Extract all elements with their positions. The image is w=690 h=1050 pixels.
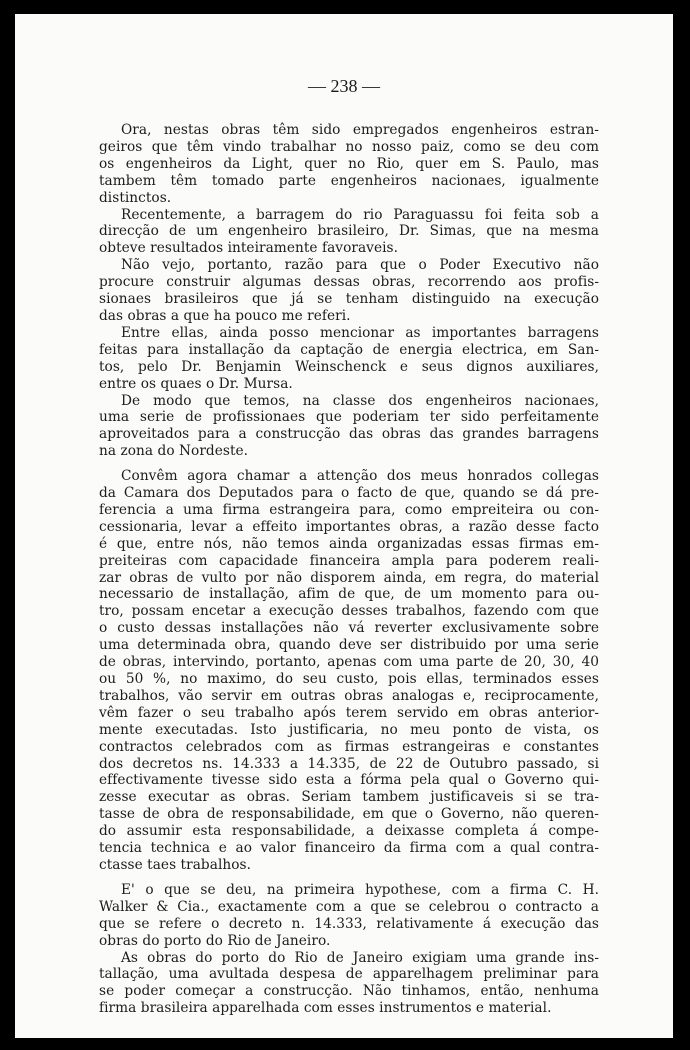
document-page	[15, 14, 673, 1038]
text-line: Entre ellas, ainda posso mencionar as importantes barragens	[121, 324, 599, 341]
text-line: zar obras de vulto por não disporem ainda, em regra, do material	[99, 569, 599, 586]
text-line: trabalhos, vão servir em outras obras analogas e, reciprocamente,	[99, 687, 599, 704]
text-line: vêm fazer o seu trabalho após terem servido em obras anterior-	[99, 704, 599, 721]
text-line: Ora, nestas obras têm sido empregados engenheiros estran-	[121, 122, 599, 138]
text-line: Recentemente, a barragem do rio Paraguassu foi feita sob a	[121, 206, 599, 223]
paragraph	[99, 393, 599, 461]
text-line: feitas para installação da captação de energia electrica, em San-	[99, 341, 599, 358]
text-line: obras do porto do Rio de Janeiro.	[99, 932, 331, 949]
text-line: entre os quaes o Dr. Mursa.	[99, 375, 293, 392]
text-line: effectivamente tivesse sido esta a fórma pela qual o Governo qui-	[99, 772, 599, 789]
text-line: da Camara dos Deputados para o facto de que, quando se dá pre-	[99, 485, 599, 502]
text-line: Walker & Cia., exactamente com a que se celebrou o contracto a	[99, 898, 599, 915]
text-line: o custo dessas installações não vá reverter exclusivamente sobre	[99, 620, 599, 637]
text-line: que se refere o decreto n. 14.333, relativamente á execução das	[99, 915, 599, 932]
text-line: é que, entre nós, não temos ainda organizadas essas firmas em-	[99, 535, 599, 552]
paragraph	[99, 882, 599, 950]
text-line: tencia technica e ao valor financeiro da firma com a qual contra-	[99, 840, 599, 857]
text-line: mente executadas. Isto justificaria, no meu ponto de vista, os	[99, 721, 599, 738]
text-line: firma brasileira apparelhada com esses instrumentos e material.	[99, 1000, 552, 1017]
text-line: procure construir algumas dessas obras, recorrendo aos profis-	[99, 274, 599, 291]
text-line: geiros que têm vindo trabalhar no nosso paiz, como se deu com	[99, 138, 599, 155]
text-line: uma determinada obra, quando deve ser distribuido por uma serie	[99, 637, 599, 654]
paragraph	[99, 325, 599, 393]
text-line: direcção de um engenheiro brasileiro, Dr. Simas, que na mesma	[99, 223, 599, 240]
text-line: ctasse taes trabalhos.	[99, 856, 251, 873]
paragraph	[99, 122, 599, 207]
text-line: ferencia a uma firma estrangeira para, como empreiteira ou con-	[99, 501, 599, 518]
text-line: se poder começar a construcção. Não tinhamos, então, nenhuma	[99, 983, 599, 1000]
paragraph	[99, 950, 599, 1018]
text-line: tasse de obra de responsabilidade, em que o Governo, não queren-	[99, 806, 599, 823]
text-line: preiteiras com capacidade financeira ampla para poderem reali-	[99, 552, 599, 569]
text-line: na zona do Nordeste.	[99, 443, 249, 460]
body-text	[99, 122, 599, 1017]
text-line: zesse executar as obras. Seriam tambem justificaveis si se tra-	[99, 789, 599, 806]
text-line: uma serie de profissionaes que poderiam ter sido perfeitamente	[99, 409, 599, 426]
text-line: Não vejo, portanto, razão para que o Poder Executivo não	[121, 257, 599, 274]
text-line: tos, pelo Dr. Benjamin Weinschenck e seus dignos auxiliares,	[99, 358, 599, 375]
text-line: distinctos.	[99, 189, 172, 206]
text-line: tro, possam encetar a execução desses trabalhos, fazendo com que	[99, 603, 599, 620]
text-line: tallação, uma avultada despesa de apparelhagem preliminar para	[99, 966, 599, 983]
text-line: dos decretos ns. 14.333 a 14.335, de 22 de Outubro passado, si	[99, 755, 599, 772]
text-line: As obras do porto do Rio de Janeiro exigiam uma grande ins-	[121, 949, 599, 966]
text-line: obteve resultados inteiramente favoraveis.	[99, 240, 398, 257]
text-line: das obras a que ha pouco me referi.	[99, 307, 351, 324]
text-line: necessario de installação, afim de que, de um momento para ou-	[99, 586, 599, 603]
text-line: Convêm agora chamar a attenção dos meus honrados collegas	[121, 468, 599, 485]
paragraph	[99, 468, 599, 874]
text-line: tambem têm tomado parte engenheiros nacionaes, igualmente	[99, 172, 599, 189]
text-line: sionaes brasileiros que já se tenham distinguido na execução	[99, 291, 599, 308]
text-line: os engenheiros da Light, quer no Rio, quer em S. Paulo, mas	[99, 155, 599, 172]
text-line: de obras, intervindo, portanto, apenas com uma parte de 20, 30, 40	[99, 654, 599, 671]
text-line: De modo que temos, na classe dos engenheiros nacionaes,	[121, 392, 599, 409]
text-line: ou 50 %, no maximo, do seu custo, pois ellas, terminados esses	[99, 671, 599, 687]
text-line: E' o que se deu, na primeira hypothese, com a firma C. H.	[121, 881, 599, 898]
paragraph	[99, 207, 599, 258]
text-line: cessionaria, levar a effeito importantes obras, a razão desse facto	[99, 518, 599, 535]
page-number: — 238 —	[308, 76, 380, 96]
text-line: aproveitados para a construcção das obras das grandes barragens	[99, 426, 599, 443]
paragraph	[99, 257, 599, 325]
text-line: do assumir esta responsabilidade, a deixasse completa á compe-	[99, 823, 599, 840]
text-line: contractos celebrados com as firmas estrangeiras e constantes	[99, 738, 599, 755]
